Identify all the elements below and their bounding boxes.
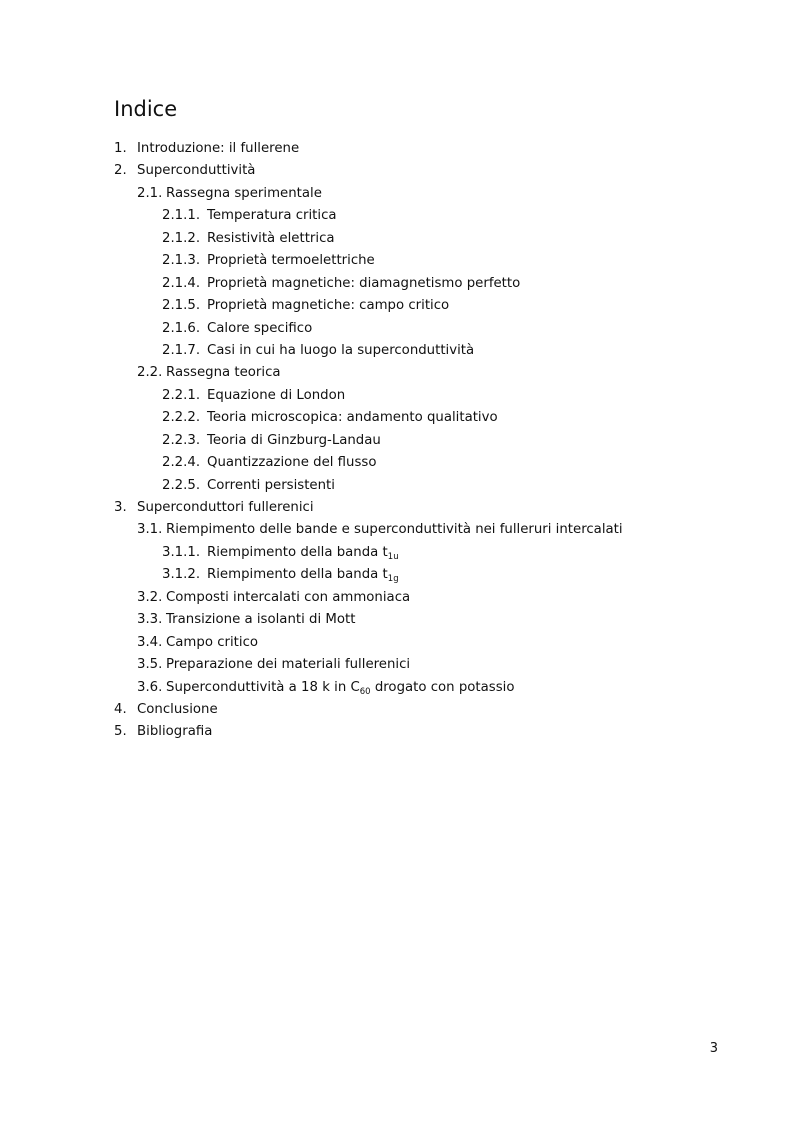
toc-entry-number: 2.1.4. [162,275,201,291]
toc-entry-3-5 [0,654,794,676]
toc-entry-title [207,542,399,564]
toc-entry-2 [0,160,794,182]
toc-entry-title: Preparazione dei materiali fullerenici [166,657,411,673]
toc-entry-text-after: drogato con potassio [370,679,515,695]
subscript: 1u [387,551,399,562]
toc-entry-title: Bibliografia [137,724,213,740]
toc-entry-2-1-6 [0,318,794,340]
toc-entry-number: 2.2.1. [162,387,201,403]
toc-entry-number: 3.1.2. [162,567,201,583]
toc-entry-number: 1. [114,141,127,156]
toc-entry-3-2 [0,587,794,609]
toc-entry-title: Correnti persistenti [207,477,335,493]
subscript: 60 [359,686,371,697]
toc-entry-title: Rassegna sperimentale [166,185,322,201]
toc-entry-2-2-2 [0,407,794,429]
toc-entry-number: 2.2. [137,365,163,381]
toc-entry-title: Campo critico [166,634,259,650]
toc-entry-number: 2. [114,163,127,179]
toc-entry-2-1-1 [0,205,794,227]
toc-entry-title: Teoria di Ginzburg-Landau [207,432,381,448]
toc-entry-2-2 [0,362,794,384]
toc-entry-number: 2.2.2. [162,410,201,426]
toc-entry-title: Casi in cui ha luogo la superconduttività [207,342,475,358]
toc-entry-title: Rassegna teorica [166,365,281,381]
toc-entry-title: Composti intercalati con ammoniaca [166,589,411,605]
toc-entry-title: Calore specifico [207,320,313,336]
toc-entry-number: 2.1.1. [162,208,201,224]
toc-entry-number: 3.1.1. [162,544,201,560]
toc-entry-2-2-4 [0,452,794,474]
toc-entry-number: 2.2.3. [162,432,201,448]
toc-entry-3-4 [0,632,794,654]
toc-entry-1 [0,138,794,160]
toc-entry-number: 3.6. [137,679,163,695]
toc-entry-4 [0,699,794,721]
toc-entry-title: Resistività elettrica [207,230,335,246]
page-title: Indice [114,97,178,121]
toc-entry-title: Riempimento delle bande e superconduttività nei fulleruri intercalati [166,522,623,538]
toc-entry-number: 3.2. [137,589,163,605]
toc-entry-number: 3.3. [137,612,163,628]
toc-entry-2-1-3 [0,250,794,272]
toc-entry-5 [0,721,794,743]
toc-entry-number: 2.1.7. [162,342,201,358]
toc-entry-title: Proprietà magnetiche: diamagnetismo perfetto [207,275,521,291]
toc-entry-number: 3.4. [137,634,163,650]
toc-entry-3-1-2 [0,564,794,586]
toc-entry-title: Superconduttori fullerenici [137,500,314,515]
toc-entry-title [166,677,514,699]
toc-entry-number: 2.1. [137,185,163,201]
table-of-contents [0,138,794,744]
toc-entry-title: Equazione di London [207,387,346,403]
page-number: 3 [709,1041,718,1056]
toc-entry-3 [0,497,794,519]
toc-entry-number: 2.2.5. [162,477,201,493]
toc-entry-title: Conclusione [137,701,218,717]
toc-entry-text: Superconduttività a 18 k in C [166,679,360,695]
toc-entry-2-1-5 [0,295,794,317]
toc-entry-2-2-5 [0,475,794,497]
toc-entry-title: Proprietà magnetiche: campo critico [207,298,450,314]
toc-entry-2-1 [0,183,794,205]
toc-entry-title: Superconduttività [137,163,256,179]
toc-entry-title [207,564,399,586]
toc-entry-title: Proprietà termoelettriche [207,253,375,269]
toc-entry-number: 2.1.2. [162,230,201,246]
toc-entry-title: Temperatura critica [207,208,337,224]
toc-entry-title: Teoria microscopica: andamento qualitativo [207,410,498,426]
toc-entry-2-2-1 [0,385,794,407]
toc-entry-2-1-7 [0,340,794,362]
toc-entry-title: Transizione a isolanti di Mott [166,612,356,628]
toc-entry-2-1-2 [0,228,794,250]
toc-entry-number: 2.1.5. [162,298,201,314]
toc-entry-number: 2.2.4. [162,455,201,471]
toc-entry-number: 2.1.3. [162,253,201,269]
toc-entry-3-1 [0,519,794,541]
toc-entry-3-6 [0,677,794,699]
toc-entry-3-3 [0,609,794,631]
toc-entry-number: 3.1. [137,522,163,538]
subscript: 1g [387,574,399,585]
toc-entry-number: 5. [114,724,127,740]
toc-entry-3-1-1 [0,542,794,564]
toc-entry-text: Riempimento della banda t [207,567,388,583]
toc-entry-title: Introduzione: il fullerene [137,141,300,156]
toc-entry-number: 3. [114,500,127,515]
toc-entry-number: 2.1.6. [162,320,201,336]
toc-entry-number: 4. [114,701,127,717]
toc-entry-2-1-4 [0,273,794,295]
toc-entry-number: 3.5. [137,657,163,673]
toc-entry-title: Quantizzazione del flusso [207,455,377,471]
toc-entry-2-2-3 [0,430,794,452]
toc-entry-text: Riempimento della banda t [207,544,388,560]
